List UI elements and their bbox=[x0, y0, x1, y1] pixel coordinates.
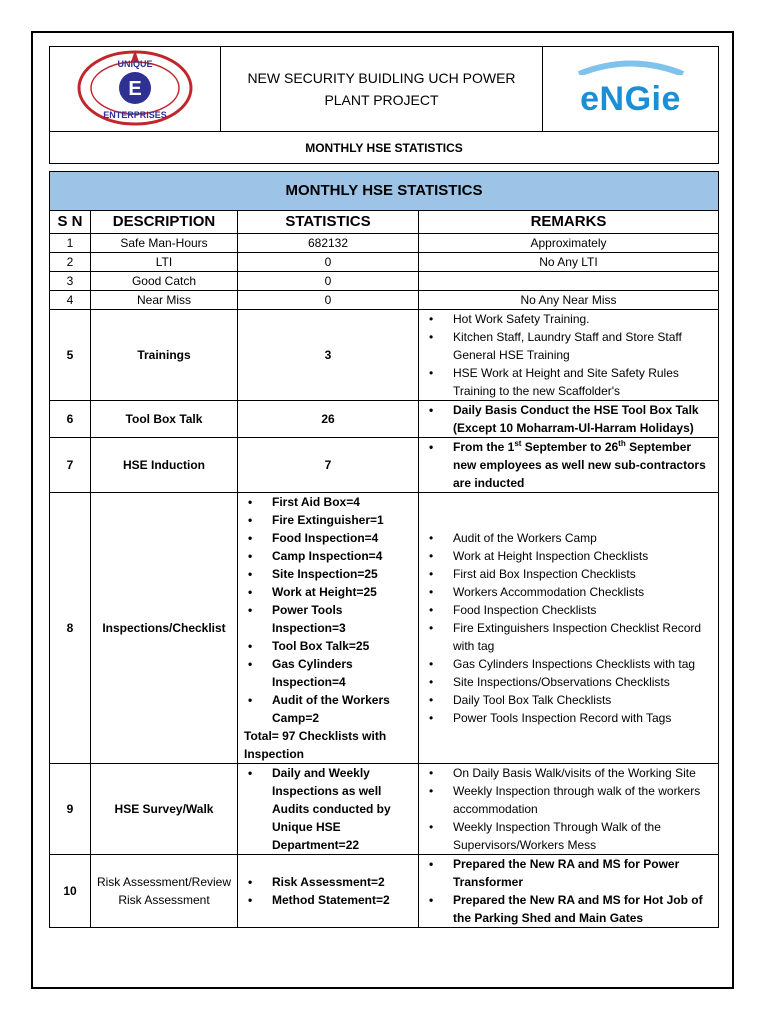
row-description: Safe Man-Hours bbox=[91, 234, 238, 253]
row-sn: 10 bbox=[50, 855, 91, 928]
row-description: Inspections/Checklist bbox=[91, 493, 238, 764]
table-row bbox=[50, 310, 719, 401]
list-item: • HSE Work at Height and Site Safety Rules Training to the new Scaffolder's bbox=[453, 364, 714, 400]
row-statistics bbox=[238, 493, 419, 764]
row-description: LTI bbox=[91, 253, 238, 272]
row-description: Good Catch bbox=[91, 272, 238, 291]
row-statistic: 26 bbox=[238, 401, 419, 438]
row-sn: 6 bbox=[50, 401, 91, 438]
row-sn: 8 bbox=[50, 493, 91, 764]
list-item: • Daily Basis Conduct the HSE Tool Box Talk (Except 10 Moharram-Ul-Harram Holidays) bbox=[453, 401, 714, 437]
table-row bbox=[50, 493, 719, 764]
row-description: Near Miss bbox=[91, 291, 238, 310]
list-item: • Workers Accommodation Checklists bbox=[453, 583, 714, 601]
list-item: • Method Statement=2 bbox=[272, 891, 414, 909]
row-statistic: 682132 bbox=[238, 234, 419, 253]
table-row bbox=[50, 272, 719, 291]
list-item: • Hot Work Safety Training. bbox=[453, 310, 714, 328]
list-item bbox=[453, 438, 714, 492]
list-item: • Site Inspections/Observations Checklists bbox=[453, 673, 714, 691]
list-item: • Prepared the New RA and MS for Power Transformer bbox=[453, 855, 714, 891]
table-row bbox=[50, 764, 719, 855]
row-statistics bbox=[238, 764, 419, 855]
row-statistic: 0 bbox=[238, 291, 419, 310]
row-sn: 9 bbox=[50, 764, 91, 855]
list-item: • Daily and Weekly Inspections as well Audits conducted by Unique HSE Department=22 bbox=[272, 764, 414, 854]
row-sn: 2 bbox=[50, 253, 91, 272]
list-item: • Camp Inspection=4 bbox=[272, 547, 414, 565]
row-sn: 1 bbox=[50, 234, 91, 253]
table-row bbox=[50, 401, 719, 438]
stat-total: Total= 97 Checklists with Inspection bbox=[244, 729, 387, 761]
column-header-sn: S N bbox=[50, 211, 91, 234]
row-description: HSE Survey/Walk bbox=[91, 764, 238, 855]
project-title: NEW SECURITY BUIDLING UCH POWER PLANT PROJECT bbox=[221, 47, 543, 132]
logo-mark: E bbox=[128, 77, 142, 100]
column-header-description: DESCRIPTION bbox=[91, 211, 238, 234]
row-sn: 7 bbox=[50, 438, 91, 493]
document-header bbox=[49, 46, 719, 164]
row-remarks bbox=[419, 310, 719, 401]
list-item: • Gas Cylinders Inspections Checklists with tag bbox=[453, 655, 714, 673]
list-item: • Audit of the Workers Camp=2 bbox=[272, 691, 414, 727]
row-remarks bbox=[419, 401, 719, 438]
row-statistic: 0 bbox=[238, 253, 419, 272]
row-remark: No Any LTI bbox=[419, 253, 719, 272]
row-statistic: 0 bbox=[238, 272, 419, 291]
row-remarks bbox=[419, 493, 719, 764]
row-description: Tool Box Talk bbox=[91, 401, 238, 438]
row-statistic: 3 bbox=[238, 310, 419, 401]
row-statistic: 7 bbox=[238, 438, 419, 493]
row-sn: 4 bbox=[50, 291, 91, 310]
engie-logo-text: eNGie bbox=[580, 80, 681, 118]
list-item: • First Aid Box=4 bbox=[272, 493, 414, 511]
list-item: • Prepared the New RA and MS for Hot Job of the Parking Shed and Main Gates bbox=[453, 891, 714, 927]
list-item: • Fire Extinguishers Inspection Checklist Record with tag bbox=[453, 619, 714, 655]
list-item: • Gas Cylinders Inspection=4 bbox=[272, 655, 414, 691]
hse-statistics-table bbox=[49, 171, 719, 928]
row-remarks bbox=[419, 764, 719, 855]
engie-logo bbox=[543, 47, 719, 132]
remark-text: September new employees as well new sub-contractors are inducted bbox=[453, 440, 706, 490]
header-subtitle: MONTHLY HSE STATISTICS bbox=[50, 132, 719, 164]
list-item: • First aid Box Inspection Checklists bbox=[453, 565, 714, 583]
remark-superscript: st bbox=[514, 439, 522, 448]
row-remark bbox=[419, 272, 719, 291]
row-sn: 5 bbox=[50, 310, 91, 401]
list-item: • Food Inspection Checklists bbox=[453, 601, 714, 619]
list-item: • Power Tools Inspection=3 bbox=[272, 601, 414, 637]
table-row bbox=[50, 855, 719, 928]
list-item: • Audit of the Workers Camp bbox=[453, 529, 714, 547]
engie-arc-icon bbox=[571, 59, 691, 75]
list-item: • Risk Assessment=2 bbox=[272, 873, 414, 891]
remark-superscript: th bbox=[618, 439, 626, 448]
logo-text-bottom: ENTERPRISES bbox=[103, 109, 167, 120]
list-item: • Work at Height=25 bbox=[272, 583, 414, 601]
table-header-row bbox=[50, 211, 719, 234]
table-row bbox=[50, 438, 719, 493]
table-row bbox=[50, 234, 719, 253]
list-item: • Site Inspection=25 bbox=[272, 565, 414, 583]
list-item: • Weekly Inspection Through Walk of the Supervisors/Workers Mess bbox=[453, 818, 714, 854]
list-item: • Power Tools Inspection Record with Tags bbox=[453, 709, 714, 727]
remark-text: September to 26 bbox=[521, 440, 619, 454]
row-remarks bbox=[419, 438, 719, 493]
list-item: • Weekly Inspection through walk of the workers accommodation bbox=[453, 782, 714, 818]
remark-text: From the 1 bbox=[453, 440, 515, 454]
list-item: • Fire Extinguisher=1 bbox=[272, 511, 414, 529]
column-header-statistics: STATISTICS bbox=[238, 211, 419, 234]
row-description: Trainings bbox=[91, 310, 238, 401]
row-statistics bbox=[238, 855, 419, 928]
unique-enterprises-logo-icon bbox=[75, 48, 195, 126]
list-item: • Work at Height Inspection Checklists bbox=[453, 547, 714, 565]
table-row bbox=[50, 291, 719, 310]
row-remark: No Any Near Miss bbox=[419, 291, 719, 310]
list-item: • On Daily Basis Walk/visits of the Working Site bbox=[453, 764, 714, 782]
column-header-remarks: REMARKS bbox=[419, 211, 719, 234]
list-item: • Tool Box Talk=25 bbox=[272, 637, 414, 655]
logo-text-top: UNIQUE bbox=[117, 58, 153, 69]
list-item: • Food Inspection=4 bbox=[272, 529, 414, 547]
row-sn: 3 bbox=[50, 272, 91, 291]
list-item: • Daily Tool Box Talk Checklists bbox=[453, 691, 714, 709]
table-banner: MONTHLY HSE STATISTICS bbox=[50, 172, 719, 211]
row-remark: Approximately bbox=[419, 234, 719, 253]
row-description: Risk Assessment/Review Risk Assessment bbox=[91, 855, 238, 928]
list-item: • Kitchen Staff, Laundry Staff and Store Staff General HSE Training bbox=[453, 328, 714, 364]
row-description: HSE Induction bbox=[91, 438, 238, 493]
unique-enterprises-logo bbox=[50, 47, 221, 132]
table-row bbox=[50, 253, 719, 272]
row-remarks bbox=[419, 855, 719, 928]
